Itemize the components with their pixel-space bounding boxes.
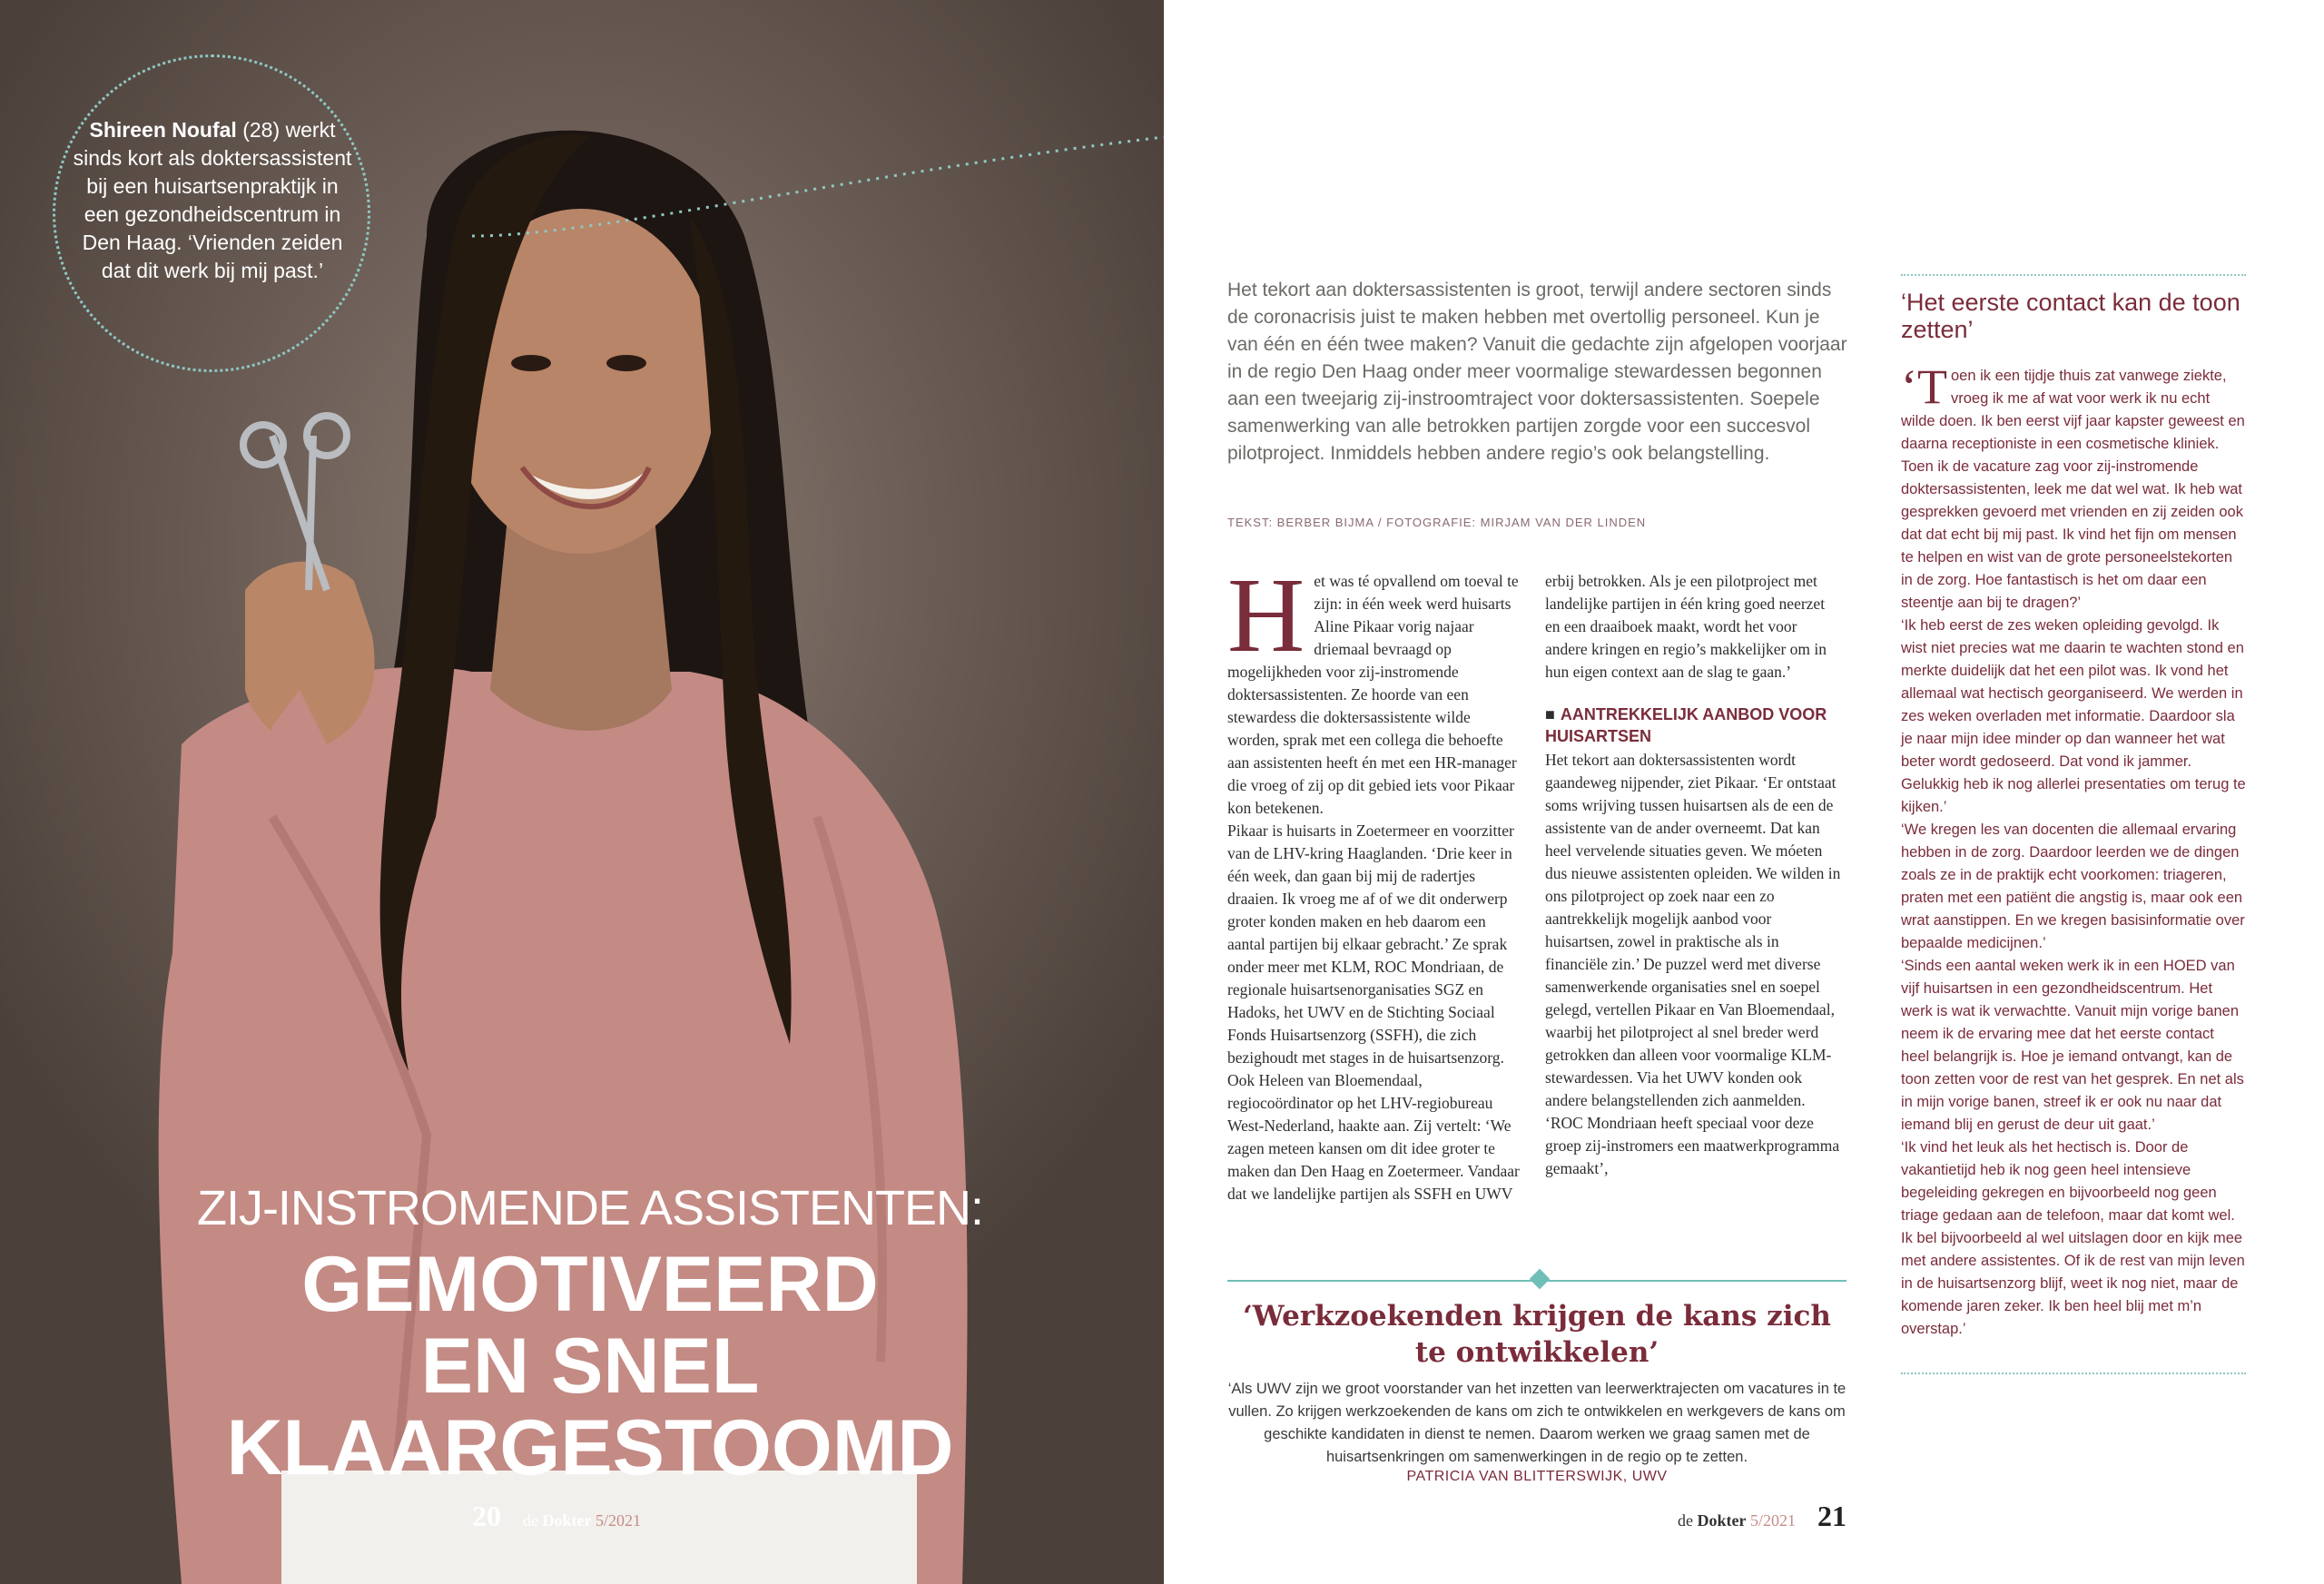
pull-quote-author: PATRICIA VAN BLITTERSWIJK, UWV (1406, 1469, 1668, 1484)
photo-caption (67, 116, 358, 285)
issue-number: 5/2021 (1749, 1511, 1796, 1530)
article-paragraph: Pikaar is huisarts in Zoetermeer en voorzitter van de LHV-kring Haaglanden. ‘Drie keer in één week, dan gaan bij mij de radertjes draaien. Ik vroeg me af of we dit onderwerp groter konden maken en heb daarom een aantal partijen bij elkaar gebracht.’ Ze sprak onder meer met KLM, ROC Mondriaan, de regionale huisartsenorganisaties SGZ en Hadoks, het UWV en de Stichting Sociaal Fonds Huisartsenzorg (SSFH), die zich bezighoudt met stages in de huisartsenzorg. Ook Heleen van Bloemendaal, regiocoördinator op het LHV-regiobureau West-Nederland, haakte aan. Zij vertelt: ‘We zagen meteen kansen om dit idee groter te maken dan Den Haag en Zoetermeer. Vandaar dat we landelijke partijen als SSFH en UWV (1227, 822, 1520, 1203)
article-subheading (1545, 703, 1841, 747)
article-column-1 (1227, 556, 1520, 1205)
brand-prefix: de (1678, 1511, 1693, 1530)
sidebar-top-rule (1901, 274, 2246, 276)
magazine-brand-left (523, 1511, 641, 1530)
pull-quote-title: ‘Werkzoekenden krijgen de kans zich te ontwikkelen’ (1243, 1300, 1831, 1369)
headline-line-3: KLAARGESTOOMD (226, 1404, 954, 1491)
sidebar-bottom-rule (1901, 1372, 2246, 1374)
caption-text: (28) werkt sinds kort als doktersassistent bij een huisartsenpraktijk in een gezondheidscentrum in Den Haag. ‘Vrienden zeiden dat dit werk bij mij past.’ (73, 118, 352, 282)
sidebar-paragraph: ‘Ik vind het leuk als het hectisch is. Door de vakantietijd heb ik nog geen heel intensieve begeleiding gekregen en bijvoorbeeld nog geen triage gedaan aan de telefoon, maar dat komt wel. Ik bel bijvoorbeeld al wel uitslagen door en kijk mee met andere assistentes. Of ik de rest van mijn leven in de huisartsenzorg blijf, weet ik nog niet, maar de komende jaren zeker. Ik ben heel blij met m’n overstap.’ (1901, 1139, 2245, 1337)
page-number-right: 21 (1817, 1500, 1846, 1532)
sidebar-body (1901, 359, 2246, 1341)
magazine-brand-right (1678, 1511, 1796, 1530)
brand-name: Dokter (1697, 1511, 1747, 1530)
folio-right (1678, 1500, 1846, 1533)
headline-line-2: EN SNEL (420, 1323, 760, 1410)
brand-prefix: de (523, 1511, 538, 1530)
sidebar-drop-cap: ‘T (1901, 359, 1947, 414)
page-number-left: 20 (472, 1500, 501, 1532)
headline (182, 1241, 999, 1491)
article-paragraph: Het tekort aan doktersassistenten wordt gaandeweg nijpender, ziet Pikaar. ‘Er ontstaat soms wrijving tussen huisartsen als de een de assistente van de ander overneemt. Dat kan heel vervelende situaties geven. We móeten dus nieuwe assistenten opleiden. We wilden in ons pilotproject op zoek naar een zo aantrekkelijk mogelijk aanbod voor huisartsen, zowel in praktische als in financiële zin.’ De puzzel werd met diverse samenwerkende organisaties snel en soepel gelegd, vertellen Pikaar en Van Bloemendaal, waarbij het pilotproject al snel breder werd getrokken dan alleen voor voormalige KLM-stewardessen. Via het UWV konden ook andere belangstellenden zich aanmelden. ‘ROC Mondriaan heeft speciaal voor deze groep zij-instromers een maatwerkprogramma gemaakt’, (1545, 751, 1841, 1177)
subheading-text: AANTREKKELIJK AANBOD VOOR HUISARTSEN (1545, 705, 1827, 745)
folio-left (472, 1500, 641, 1533)
issue-number: 5/2021 (595, 1511, 641, 1530)
drop-cap: H (1227, 556, 1305, 674)
sidebar-paragraph: ‘Ik heb eerst de zes weken opleiding gevolgd. Ik wist niet precies wat me daarin te wachten stond en merkte duidelijk dat het een pilot was. Ik vond het allemaal wat hectisch georganiseerd. We werden in zes weken overladen met informatie. Daardoor sla je naar mijn idee minder op dan wanneer het wat beter wordt gedoseerd. Dat vond ik jammer. Gelukkig heb ik nog allerlei presentaties om terug te kijken.’ (1901, 617, 2246, 815)
headline-kicker: ZIJ-INSTROMENDE ASSISTENTEN: (196, 1181, 984, 1235)
brand-name: Dokter (542, 1511, 592, 1530)
article-column-2 (1545, 570, 1841, 1180)
sidebar-paragraph: oen ik een tijdje thuis zat vanwege ziekte, vroeg ik me af wat voor werk ik nu echt wilde doen. Ik ben eerst vijf jaar kapster geweest en daarna receptioniste in een cosmetische kliniek. Toen ik de vacature zag voor zij-instromende doktersassistenten, leek me dat wel wat. Ik heb wat gesprekken gevoerd met vrienden en zij zeiden ook dat dat echt bij mij past. Ik vind het fijn om mensen te helpen en wist van de grote personeelstekorten in de zorg. Hoe fantastisch is het om daar een steentje aan bij te dragen?’ (1901, 368, 2245, 611)
sidebar-title: ‘Het eerste contact kan de toon zetten’ (1901, 289, 2240, 343)
article-credits: TEKST: BERBER BIJMA / FOTOGRAFIE: MIRJAM VAN DER LINDEN (1227, 516, 1647, 529)
headline-line-1: GEMOTIVEERD (301, 1241, 879, 1328)
article-paragraph: erbij betrokken. Als je een pilotproject met landelijke partijen in één kring goed neerzet en een draaiboek maakt, wordt het voor andere kringen en regio’s makkelijker om in hun eigen context aan de slag te gaan.’ (1545, 572, 1827, 681)
article-intro: Het tekort aan doktersassistenten is groot, terwijl andere sectoren sinds de coronacrisis juist te maken hebben met overtollig personeel. Kun je van één en één twee maken? Vanuit die gedachte zijn afgelopen voorjaar in de regio Den Haag onder meer voormalige stewardessen begonnen aan een tweejarig zij-instroomtraject voor doktersassistenten. Soepele samenwerking van alle betrokken partijen zorgde voor een succesvol pilotproject. Inmiddels hebben andere regio’s ook belangstelling. (1227, 280, 1847, 464)
article-paragraph: et was té opvallend om toeval te zijn: in één week werd huisarts Aline Pikaar vorig najaar driemaal bevraagd op mogelijkheden voor zij-instromende doktersassistenten. Ze hoorde van een stewardess die doktersassistente wilde worden, sprak met een collega die behoefte aan assistenten heeft én met een HR-manager die vroeg of zij op dit gebied iets voor Pikaar kon betekenen. (1227, 572, 1519, 817)
pull-quote-body: ‘Als UWV zijn we groot voorstander van het inzetten van leerwerktrajecten om vacatures in te vullen. Zo krijgen werkzoekenden de kans om zich te ontwikkelen en werkgevers de kans om geschikte kandidaten in dienst te nemen. Daarom werken we graag samen met de huisartsenkringen om samenwerkingen in de regio op te zetten. (1227, 1381, 1846, 1465)
caption-name: Shireen Noufal (89, 118, 237, 142)
square-bullet-icon: ■ (1545, 705, 1555, 723)
sidebar-paragraph: ‘We kregen les van docenten die allemaal ervaring hebben in de zorg. Daardoor leerden we de dingen zoals ze in de praktijk echt voorkomen: triageren, praten met een patiënt die angstig is, maar ook een wrat aanstippen. En we kregen basisinformatie over bepaalde medicijnen.’ (1901, 822, 2245, 951)
sidebar-paragraph: ‘Sinds een aantal weken werk ik in een HOED van vijf huisartsen in een gezondheidscentrum. Het werk is wat ik verwachtte. Vanuit mijn vorige banen neem ik de ervaring mee dat het eerste contact heel belangrijk is. Hoe je iemand ontvangt, kan de toon zetten voor de rest van het gesprek. En net als in mijn vorige banen, streef ik er ook nu naar dat iemand blij en gerust de deur uit gaat.’ (1901, 958, 2244, 1133)
